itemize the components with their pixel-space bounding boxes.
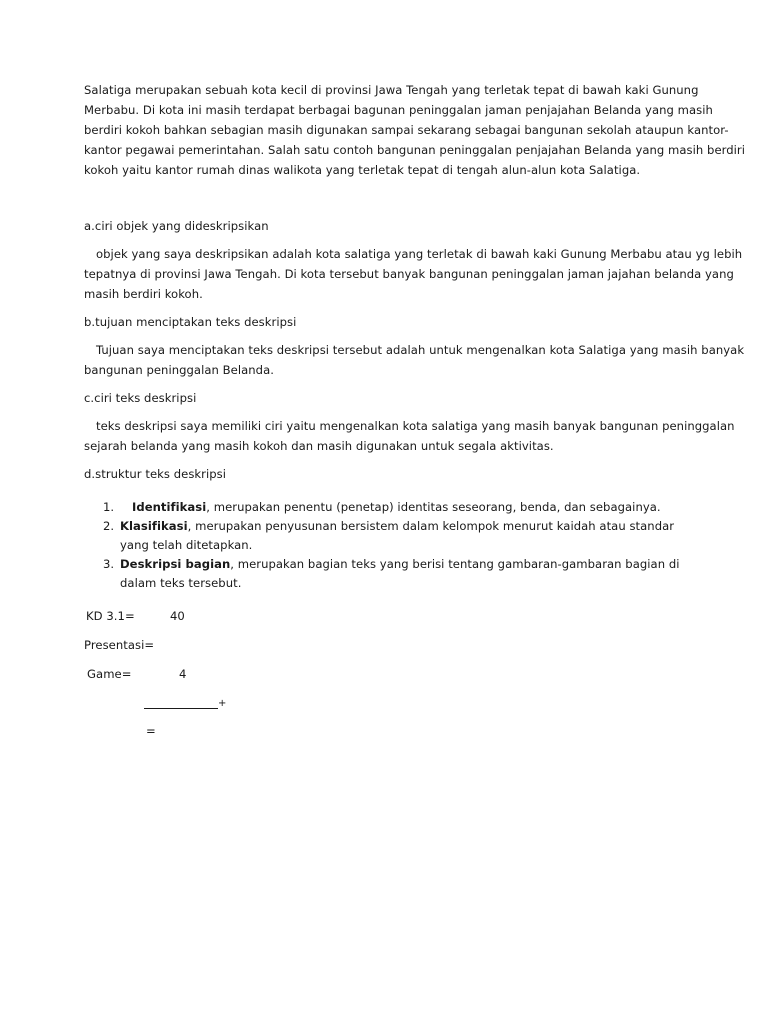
plus-sign: + — [218, 698, 227, 709]
section-b-line: bangunan peninggalan Belanda. — [84, 363, 274, 377]
list-item-text: , merupakan penentu (penetap) identitas seseorang, benda, dan sebagainya. — [206, 500, 661, 514]
list-item-number: 2. — [103, 519, 115, 533]
section-b-line: Tujuan saya menciptakan teks deskripsi tersebut adalah untuk mengenalkan kota Salatiga yang masih banyak — [96, 343, 745, 357]
presentasi-label: Presentasi= — [84, 638, 155, 652]
section-c-heading: c.ciri teks deskripsi — [84, 391, 197, 405]
section-a-line: masih berdiri kokoh. — [84, 287, 203, 301]
list-item — [84, 498, 664, 517]
list-item — [84, 555, 680, 593]
intro-line: kantor pegawai pemerintahan. Salah satu contoh bangunan peninggalan penjajahan Belanda yang masih berdiri — [84, 143, 746, 157]
structure-list — [84, 498, 680, 593]
intro-line: kokoh yaitu kantor rumah dinas walikota yang terletak tepat di tengah alun-alun kota Salatiga. — [84, 163, 641, 177]
section-a-line: objek yang saya deskripsikan adalah kota salatiga yang terletak di bawah kaki Gunung Merbabu atau yg lebih — [96, 247, 743, 261]
section-a-line: tepatnya di provinsi Jawa Tengah. Di kota tersebut banyak bangunan peninggalan jaman jajahan belanda yang — [84, 267, 734, 281]
kd-value: 40 — [170, 609, 185, 623]
game-value: 4 — [179, 667, 187, 681]
list-item-text: , merupakan penyusunan bersistem dalam kelompok menurut kaidah atau standar yang telah ditetapkan. — [120, 519, 675, 552]
section-a-heading: a.ciri objek yang dideskripsikan — [84, 219, 269, 233]
section-b-heading: b.tujuan menciptakan teks deskripsi — [84, 315, 297, 329]
list-item-number: 1. — [103, 500, 115, 514]
list-item-term: Klasifikasi — [120, 519, 188, 533]
intro-line: berdiri kokoh bahkan sebagian masih digunakan sampai sekarang sebagai bangunan sekolah ataupun kantor- — [84, 123, 729, 137]
section-c-line: sejarah belanda yang masih kokoh dan masih digunakan untuk segala aktivitas. — [84, 439, 554, 453]
document-page — [84, 0, 746, 1024]
intro-line: Salatiga merupakan sebuah kota kecil di provinsi Jawa Tengah yang terletak tepat di bawah kaki Gunung — [84, 83, 699, 97]
intro-line: Merbabu. Di kota ini masih terdapat berbagai bagunan peninggalan jaman penjajahan Belanda yang masih — [84, 103, 713, 117]
equals-sign: = — [146, 724, 156, 738]
list-item-number: 3. — [103, 557, 115, 571]
game-label: Game= — [87, 667, 132, 681]
sum-divider-line — [144, 708, 218, 709]
list-item-term: Deskripsi bagian — [120, 557, 231, 571]
list-item-text: , merupakan bagian teks yang berisi tentang gambaran-gambaran bagian di dalam teks tersebut. — [120, 557, 680, 590]
section-c-line: teks deskripsi saya memiliki ciri yaitu mengenalkan kota salatiga yang masih banyak bangunan peninggalan — [96, 419, 735, 433]
kd-label: KD 3.1= — [86, 609, 135, 623]
list-item-term: Identifikasi — [132, 500, 207, 514]
list-item — [84, 517, 675, 555]
section-d-heading: d.struktur teks deskripsi — [84, 467, 227, 481]
